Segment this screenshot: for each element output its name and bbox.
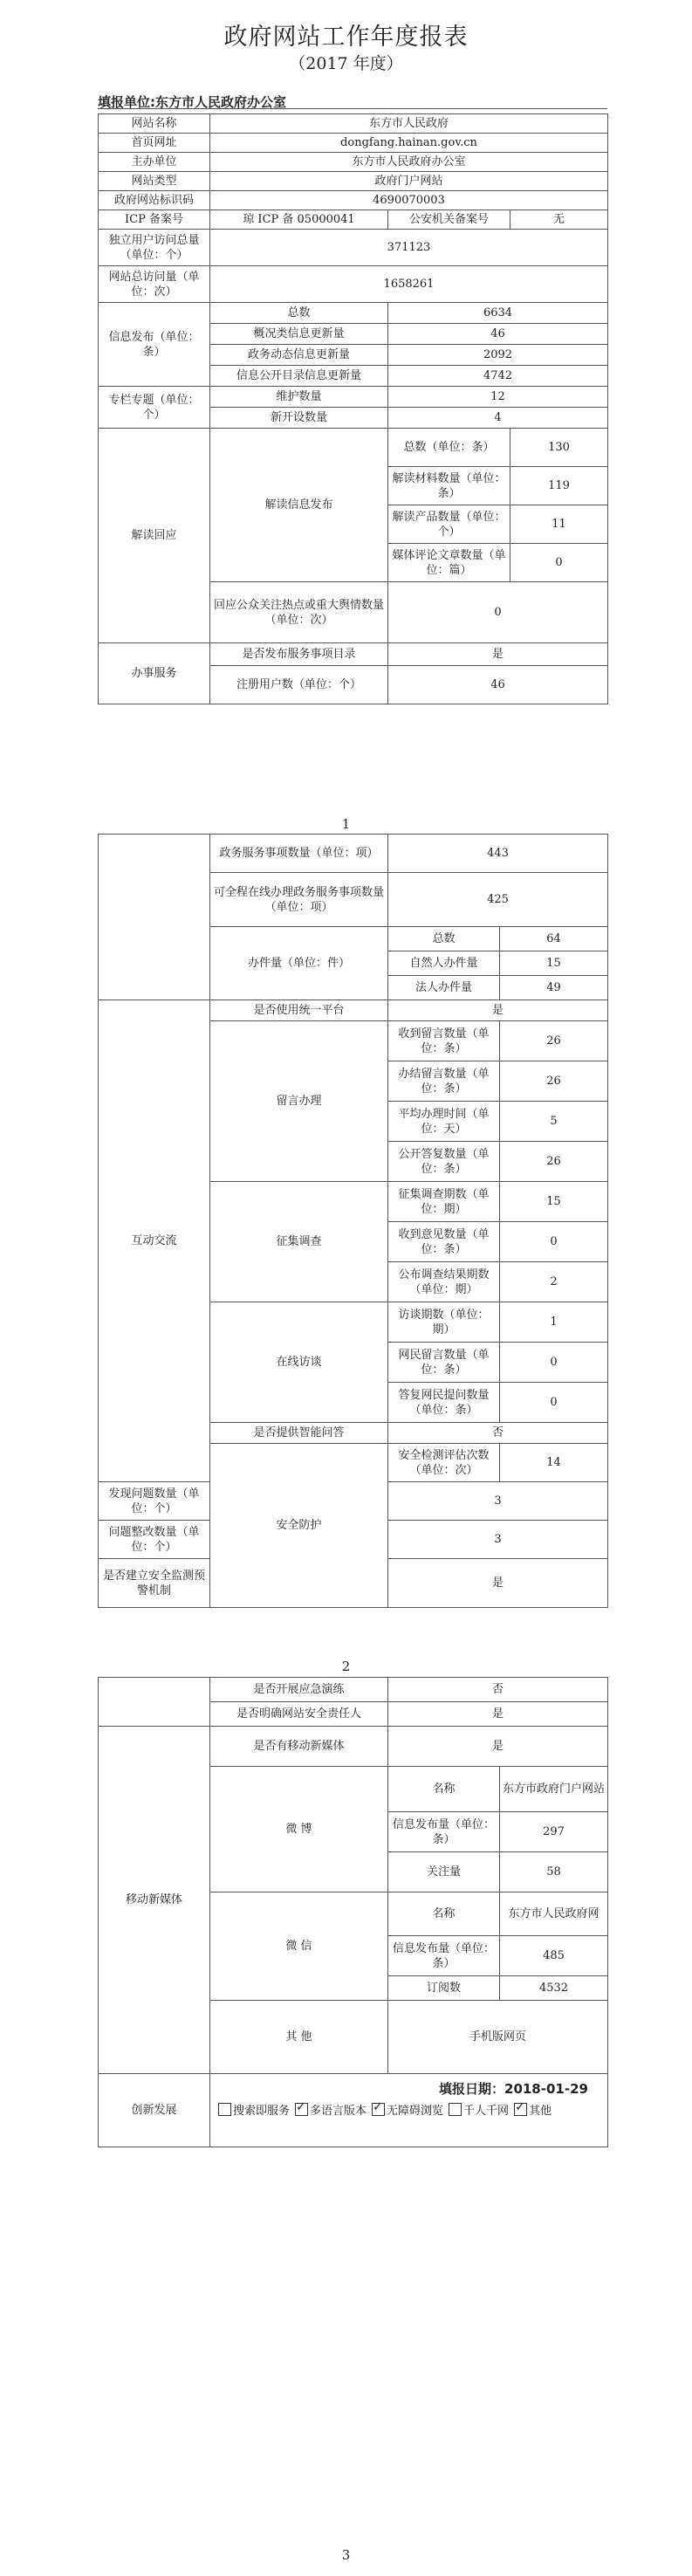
row-label: 媒体评论文章数量（单位：篇） xyxy=(388,544,510,582)
home-url-value: dongfang.hainan.gov.cn xyxy=(210,134,608,153)
row-label: 主办单位 xyxy=(99,153,210,172)
table-row xyxy=(99,835,608,873)
security-label: 安全防护 xyxy=(210,1444,388,1608)
row-label: 答复网民提问数量（单位：条） xyxy=(388,1383,500,1423)
row-label: 总数 xyxy=(388,927,500,951)
service-online: 425 xyxy=(388,873,608,927)
row-label: 信息发布量（单位：条） xyxy=(388,1812,500,1852)
topic-new: 4 xyxy=(388,408,608,429)
police-value: 无 xyxy=(510,210,608,230)
page-number: 3 xyxy=(341,2547,351,2563)
row-label: 收到留言数量（单位：条） xyxy=(388,1021,500,1061)
row-label: 首页网址 xyxy=(99,134,210,153)
row-label: 解读材料数量（单位：条） xyxy=(388,467,510,505)
row-label: 是否发布服务事项目录 xyxy=(210,643,388,666)
site-id-value: 4690070003 xyxy=(210,191,608,210)
row-label: 发现问题数量（单位：个） xyxy=(99,1482,210,1521)
info-overview: 46 xyxy=(388,324,608,345)
option-label: 其他 xyxy=(529,2104,552,2118)
service-users: 46 xyxy=(388,666,608,704)
table-row xyxy=(99,114,608,134)
info-catalog: 4742 xyxy=(388,366,608,387)
row-label: 公开答复数量（单位：条） xyxy=(388,1142,500,1182)
table-row xyxy=(99,134,608,153)
weibo-name: 东方市政府门户网站 xyxy=(500,1767,608,1812)
row-label: 征集调查期数（单位：期） xyxy=(388,1182,500,1222)
info-news: 2092 xyxy=(388,345,608,366)
row-label: 安全检测评估次数（单位：次） xyxy=(388,1444,500,1482)
security-found: 3 xyxy=(388,1482,608,1521)
table-row xyxy=(99,1678,608,1702)
newmedia-has: 是 xyxy=(388,1727,608,1767)
innovation-label: 创新发展 xyxy=(99,2074,210,2147)
interact-result: 2 xyxy=(500,1262,608,1302)
row-label: 办结留言数量（单位：条） xyxy=(388,1061,500,1102)
other-value: 手机版网页 xyxy=(388,2001,608,2074)
table-row xyxy=(99,387,608,408)
table-row xyxy=(99,172,608,191)
security-label-cont xyxy=(99,1678,210,1727)
row-label: 政府网站标识码 xyxy=(99,191,210,210)
interact-question: 0 xyxy=(500,1343,608,1383)
uv-value: 371123 xyxy=(210,230,608,266)
row-label: 访谈期数（单位：期） xyxy=(388,1302,500,1343)
row-label: 是否建立安全监测预警机制 xyxy=(99,1559,210,1608)
table-row xyxy=(99,303,608,324)
row-label: 总数（单位：条） xyxy=(388,429,510,467)
row-label: 可全程在线办理政务服务事项数量（单位：项） xyxy=(210,873,388,927)
row-label: 平均办理时间（单位：天） xyxy=(388,1102,500,1142)
interact-platform: 是 xyxy=(388,1000,608,1021)
checkbox-icon[interactable] xyxy=(295,2103,308,2116)
row-label: 是否明确网站安全责任人 xyxy=(210,1702,388,1727)
row-label: 网站名称 xyxy=(99,114,210,134)
newmedia-label: 移动新媒体 xyxy=(99,1727,210,2074)
interact-avg: 5 xyxy=(500,1102,608,1142)
table-row xyxy=(99,210,608,230)
site-name-value: 东方市人民政府 xyxy=(210,114,608,134)
security-drill: 否 xyxy=(388,1678,608,1702)
info-label: 信息发布（单位：条） xyxy=(99,303,210,387)
service-label-cont xyxy=(99,835,210,1000)
table-row xyxy=(99,1727,608,1767)
security-fixed: 3 xyxy=(388,1521,608,1559)
row-label: 自然人办件量 xyxy=(388,951,500,976)
site-type-value: 政府门户网站 xyxy=(210,172,608,191)
interpret-total: 130 xyxy=(510,429,608,467)
interact-public: 26 xyxy=(500,1142,608,1182)
page-number: 1 xyxy=(341,816,351,832)
row-label: 新开设数量 xyxy=(210,408,388,429)
fill-date: 填报日期：2018-01-29 xyxy=(439,2081,588,2097)
service-items: 443 xyxy=(388,835,608,873)
row-label: 名称 xyxy=(388,1767,500,1812)
security-check: 14 xyxy=(500,1444,608,1482)
interact-label: 互动交流 xyxy=(99,1000,210,1482)
page-title: 政府网站工作年度报表 xyxy=(223,24,469,51)
option-label: 千人千网 xyxy=(463,2104,510,2118)
row-label: 问题整改数量（单位：个） xyxy=(99,1521,210,1559)
handle-total: 64 xyxy=(500,927,608,951)
survey-label: 征集调查 xyxy=(210,1182,388,1302)
interact-survey-count: 15 xyxy=(500,1182,608,1222)
row-label: 信息发布量（单位：条） xyxy=(388,1936,500,1976)
row-label: 网站总访问量（单位：次） xyxy=(99,266,210,303)
interact-opinion: 0 xyxy=(500,1222,608,1262)
checkbox-icon[interactable] xyxy=(218,2103,231,2116)
checkbox-icon[interactable] xyxy=(449,2103,462,2116)
online-talk-label: 在线访谈 xyxy=(210,1302,388,1423)
table-row xyxy=(99,230,608,266)
row-label: 解读产品数量（单位：个） xyxy=(388,505,510,544)
row-label: 是否使用统一平台 xyxy=(210,1000,388,1021)
handle-label: 办件量（单位：件） xyxy=(210,927,388,1000)
row-label: 概况类信息更新量 xyxy=(210,324,388,345)
info-total: 6634 xyxy=(388,303,608,324)
wechat-label: 微 信 xyxy=(210,1893,388,2001)
police-label: 公安机关备案号 xyxy=(388,210,510,230)
row-label: 总数 xyxy=(210,303,388,324)
row-label: 法人办件量 xyxy=(388,976,500,1000)
row-label: 是否有移动新媒体 xyxy=(210,1727,388,1767)
topic-maintain: 12 xyxy=(388,387,608,408)
page-number: 2 xyxy=(341,1659,351,1674)
interact-answer: 0 xyxy=(500,1383,608,1423)
wechat-posts: 485 xyxy=(500,1936,608,1976)
wechat-name: 东方市人民政府网 xyxy=(500,1893,608,1936)
option-label: 多语言版本 xyxy=(310,2104,367,2118)
row-label: 网民留言数量（单位：条） xyxy=(388,1343,500,1383)
security-owner: 是 xyxy=(388,1702,608,1727)
option-label: 搜索即服务 xyxy=(233,2104,291,2118)
interpret-respond: 0 xyxy=(388,582,608,643)
row-label: 信息公开目录信息更新量 xyxy=(210,366,388,387)
row-label: 关注量 xyxy=(388,1852,500,1893)
interpret-publish-label: 解读信息发布 xyxy=(210,429,388,582)
table-row xyxy=(99,643,608,666)
interact-received: 26 xyxy=(500,1021,608,1061)
row-label: 注册用户数（单位：个） xyxy=(210,666,388,704)
weibo-follow: 58 xyxy=(500,1852,608,1893)
report-table-3 xyxy=(98,1677,608,2147)
interact-done: 26 xyxy=(500,1061,608,1102)
row-label: 回应公众关注热点或重大舆情数量（单位：次） xyxy=(210,582,388,643)
option-label: 无障碍浏览 xyxy=(387,2104,444,2118)
message-label: 留言办理 xyxy=(210,1021,388,1182)
interpret-product: 11 xyxy=(510,505,608,544)
service-catalog: 是 xyxy=(388,643,608,666)
row-label: 订阅数 xyxy=(388,1976,500,2001)
table-row xyxy=(99,1000,608,1021)
row-label: 公布调查结果期数（单位：期） xyxy=(388,1262,500,1302)
row-label: 维护数量 xyxy=(210,387,388,408)
interpret-label: 解读回应 xyxy=(99,429,210,643)
table-row xyxy=(99,266,608,303)
divider xyxy=(98,108,607,109)
interact-talk: 1 xyxy=(500,1302,608,1343)
innovation-option xyxy=(290,2105,367,2118)
sponsor-value: 东方市人民政府办公室 xyxy=(210,153,608,172)
report-table-2 xyxy=(98,834,608,1608)
innovation-option xyxy=(443,2105,509,2118)
wechat-sub: 4532 xyxy=(500,1976,608,2001)
page-subtitle: （2017 年度） xyxy=(289,54,403,73)
interpret-material: 119 xyxy=(510,467,608,505)
interpret-media: 0 xyxy=(510,544,608,582)
checkbox-icon[interactable] xyxy=(372,2103,385,2116)
table-row xyxy=(99,191,608,210)
innovation-option xyxy=(367,2105,443,2118)
table-row xyxy=(99,153,608,172)
service-label: 办事服务 xyxy=(99,643,210,704)
row-label: 政务服务事项数量（单位：项） xyxy=(210,835,388,873)
icp-value: 琼 ICP 备 05000041 xyxy=(210,210,388,230)
row-label: 网站类型 xyxy=(99,172,210,191)
table-row xyxy=(99,429,608,467)
row-label: ICP 备案号 xyxy=(99,210,210,230)
row-label: 政务动态信息更新量 xyxy=(210,345,388,366)
interact-smart: 否 xyxy=(388,1423,608,1444)
other-label: 其 他 xyxy=(210,2001,388,2074)
handle-person: 15 xyxy=(500,951,608,976)
pv-value: 1658261 xyxy=(210,266,608,303)
innovation-option xyxy=(213,2105,290,2118)
row-label: 收到意见数量（单位：条） xyxy=(388,1222,500,1262)
row-label: 是否提供智能问答 xyxy=(210,1423,388,1444)
row-label: 是否开展应急演练 xyxy=(210,1678,388,1702)
handle-legal: 49 xyxy=(500,976,608,1000)
checkbox-icon[interactable] xyxy=(514,2103,527,2116)
topic-label: 专栏专题（单位：个） xyxy=(99,387,210,429)
row-label: 独立用户访问总量（单位：个） xyxy=(99,230,210,266)
innovation-option xyxy=(509,2105,552,2118)
report-table-1 xyxy=(98,113,608,704)
weibo-posts: 297 xyxy=(500,1812,608,1852)
row-label: 名称 xyxy=(388,1893,500,1936)
security-monitor: 是 xyxy=(388,1559,608,1608)
weibo-label: 微 博 xyxy=(210,1767,388,1893)
filler-unit: 填报单位:东方市人民政府办公室 xyxy=(98,94,287,110)
